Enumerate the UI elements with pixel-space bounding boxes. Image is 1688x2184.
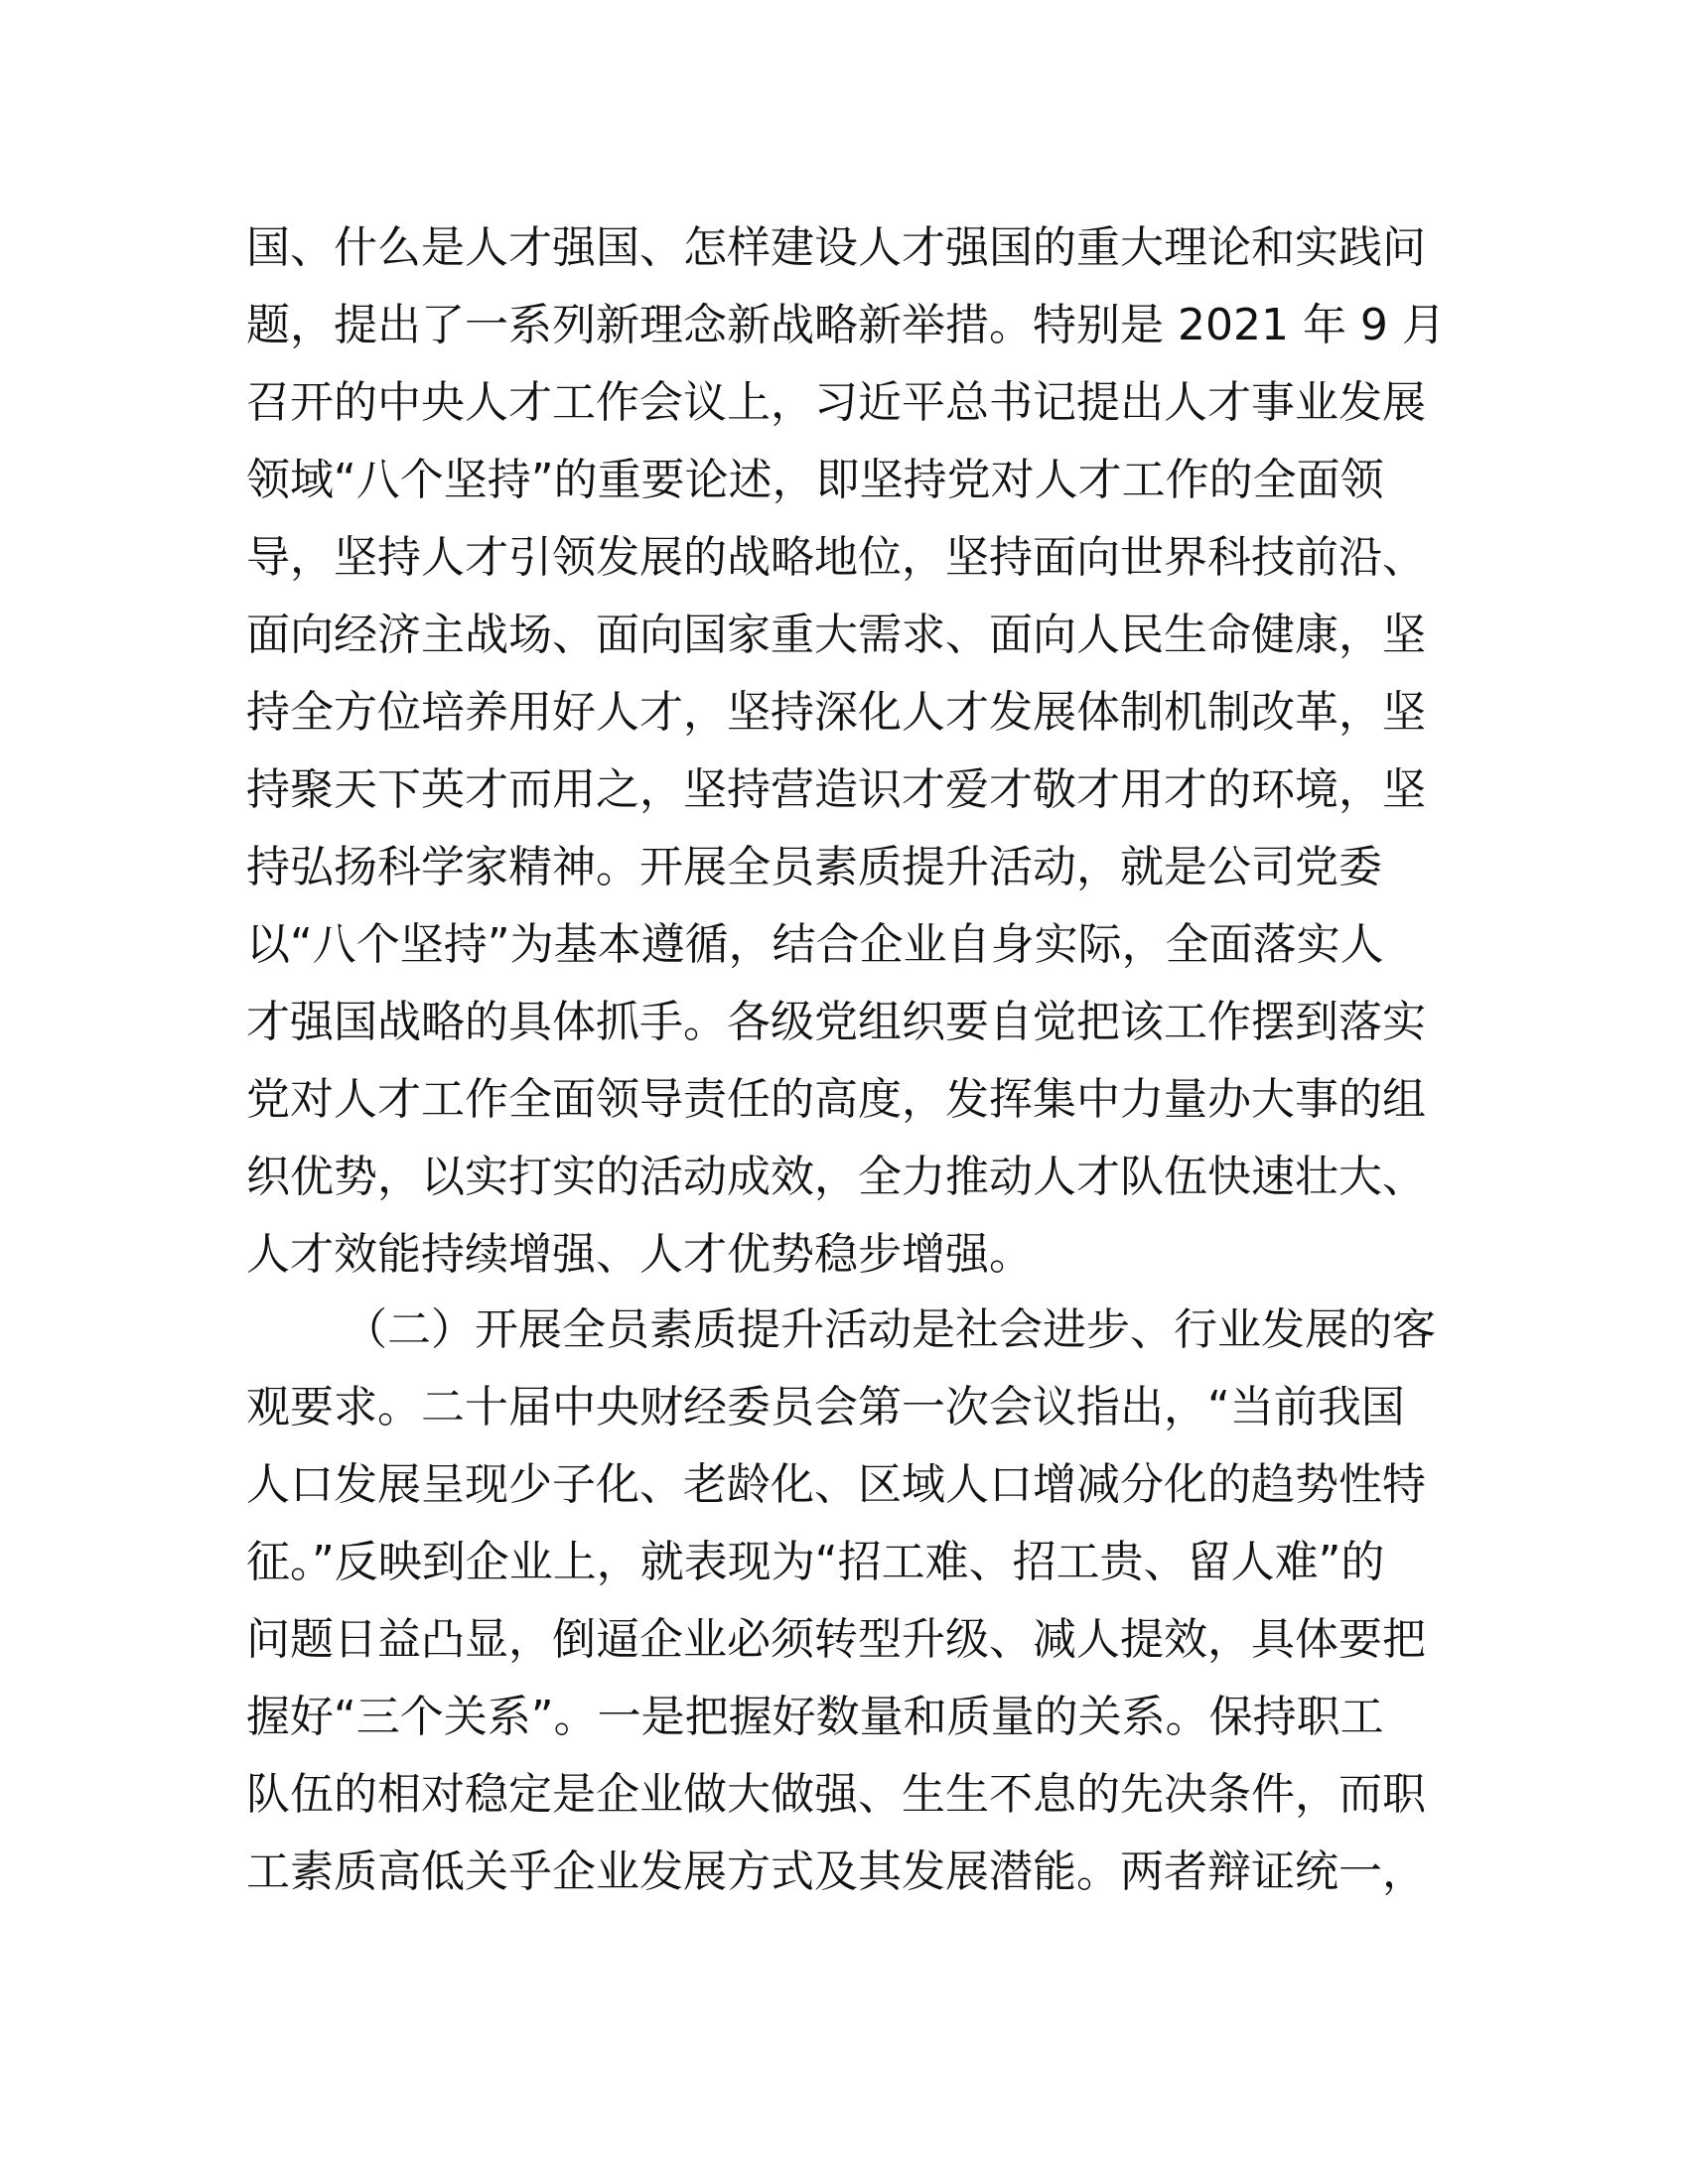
section-heading-line: （二）开展全员素质提升活动是社会进步、行业发展的客	[344, 1304, 1436, 1355]
text-line: 握好“三个关系”。一是把握好数量和质量的关系。保持职工	[246, 1692, 1384, 1742]
text-line: 才强国战略的具体抓手。各级党组织要自觉把该工作摆到落实	[246, 997, 1426, 1047]
text-line: 持弘扬科学家精神。开展全员素质提升活动，就是公司党委	[246, 842, 1382, 892]
text-line: 工素质高低关乎企业发展方式及其发展潜能。两者辩证统一，	[246, 1846, 1426, 1897]
text-line: 人口发展呈现少子化、老龄化、区域人口增减分化的趋势性特	[246, 1459, 1426, 1510]
text-line: 观要求。二十届中央财经委员会第一次会议指出，“当前我国	[246, 1382, 1405, 1433]
text-line: 党对人才工作全面领导责任的高度，发挥集中力量办大事的组	[246, 1074, 1426, 1125]
text-line: 人才效能持续增强、人才优势稳步增强。	[246, 1229, 1033, 1280]
text-line: 问题日益凸显，倒逼企业必须转型升级、减人提效，具体要把	[246, 1614, 1426, 1665]
paragraph-talent-strategy	[246, 209, 1446, 1294]
text-line: 国、什么是人才强国、怎样建设人才强国的重大理论和实践问	[246, 222, 1426, 273]
paragraph-quality-improvement	[246, 1292, 1438, 1911]
text-line: 面向经济主战场、面向国家重大需求、面向人民生命健康，坚	[246, 610, 1426, 660]
text-line: 召开的中央人才工作会议上，习近平总书记提出人才事业发展	[246, 377, 1426, 428]
text-line: 队伍的相对稳定是企业做大做强、生生不息的先决条件，而职	[246, 1769, 1426, 1820]
text-line: 织优势，以实打实的活动成效，全力推动人才队伍快速壮大、	[246, 1152, 1426, 1202]
text-line: 持全方位培养用好人才，坚持深化人才发展体制机制改革，坚	[246, 687, 1426, 738]
text-line: 持聚天下英才而用之，坚持营造识才爱才敬才用才的环境，坚	[246, 764, 1426, 815]
text-line: 领域“八个坚持”的重要论述，即坚持党对人才工作的全面领	[246, 455, 1384, 505]
text-line: 以“八个坚持”为基本遵循，结合企业自身实际，全面落实人	[246, 919, 1384, 970]
text-line: 导，坚持人才引领发展的战略地位，坚持面向世界科技前沿、	[246, 532, 1426, 583]
text-line: 征。”反映到企业上，就表现为“招工难、招工贵、留人难”的	[246, 1537, 1385, 1587]
text-line: 题，提出了一系列新理念新战略新举措。特别是 2021 年 9 月	[246, 300, 1446, 350]
